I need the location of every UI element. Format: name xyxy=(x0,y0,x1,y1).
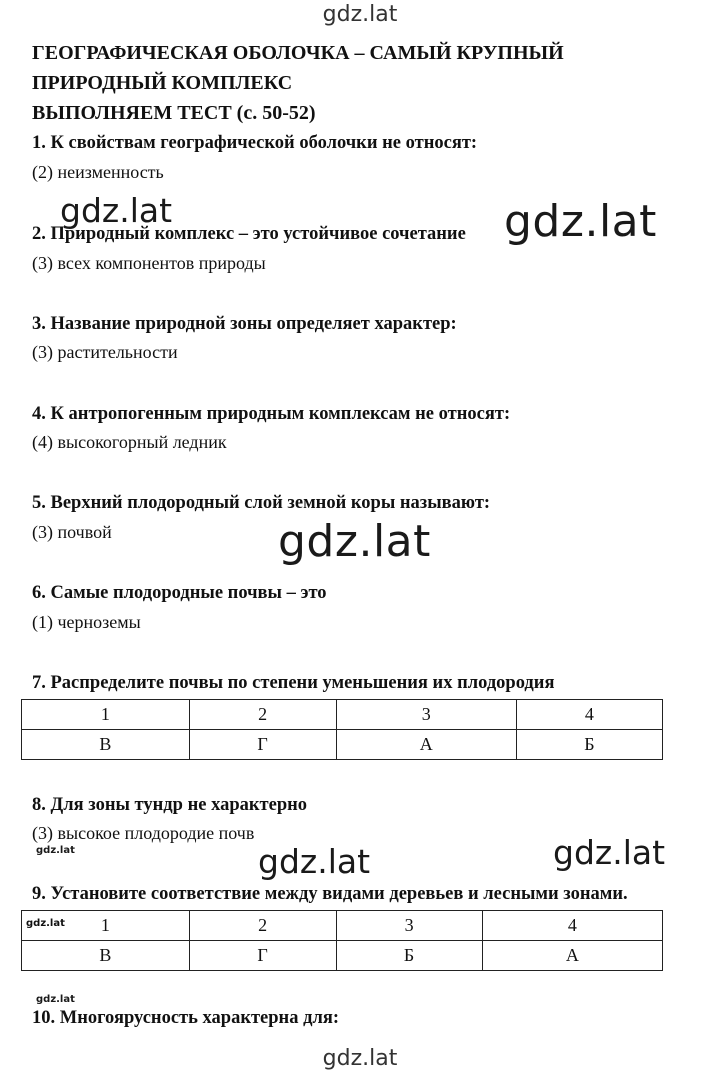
question-3: 3. Название природной зоны определяет характер: xyxy=(32,314,457,334)
answer-1: (2) неизменность xyxy=(32,162,164,182)
table9-cell-3: Б xyxy=(336,941,482,971)
table7-head-2: 2 xyxy=(189,700,336,730)
table9-head-1-text: 1 xyxy=(100,915,110,935)
table9-head-1 xyxy=(22,911,190,941)
watermark-overlay: gdz.lat xyxy=(258,842,371,881)
watermark-overlay: gdz.lat xyxy=(278,516,431,567)
watermark-cell: gdz.lat xyxy=(26,918,65,929)
answer-table-7 xyxy=(21,699,663,760)
answer-4: (4) высокогорный ледник xyxy=(32,432,227,452)
answer-6: (1) черноземы xyxy=(32,612,141,632)
watermark-top: gdz.lat xyxy=(322,2,398,27)
table7-head-3: 3 xyxy=(336,700,516,730)
watermark-bottom: gdz.lat xyxy=(322,1046,398,1071)
answer-2: (3) всех компонентов природы xyxy=(32,253,266,273)
answer-table-9 xyxy=(21,910,663,971)
question-10: 10. Многоярусность характерна для: xyxy=(32,1008,340,1028)
table9-head-3: 3 xyxy=(336,911,482,941)
table9-cell-4: А xyxy=(482,941,662,971)
question-6: 6. Самые плодородные почвы – это xyxy=(32,583,327,603)
question-9: 9. Установите соответствие между видами деревьев и лесными зонами. xyxy=(32,884,628,904)
answer-3: (3) растительности xyxy=(32,342,178,362)
watermark-overlay: gdz.lat xyxy=(500,196,661,247)
question-2: 2. Природный комплекс – это устойчивое сочетание xyxy=(32,224,466,244)
page-title-line1: ГЕОГРАФИЧЕСКАЯ ОБОЛОЧКА – САМЫЙ КРУПНЫЙ xyxy=(32,42,564,64)
table9-cell-1: В xyxy=(22,941,190,971)
page-title-line2: ПРИРОДНЫЙ КОМПЛЕКС xyxy=(32,72,293,94)
table7-cell-2: Г xyxy=(189,730,336,760)
table9-head-4: 4 xyxy=(482,911,662,941)
table7-head-4: 4 xyxy=(516,700,662,730)
table7-cell-1: В xyxy=(22,730,190,760)
table9-head-2: 2 xyxy=(189,911,336,941)
table7-cell-3: А xyxy=(336,730,516,760)
watermark-overlay: gdz.lat xyxy=(36,994,75,1005)
answer-5: (3) почвой xyxy=(32,522,112,542)
table9-cell-2: Г xyxy=(189,941,336,971)
answer-8: (3) высокое плодородие почв xyxy=(32,823,255,843)
question-4: 4. К антропогенным природным комплексам не относят: xyxy=(32,404,511,424)
question-7: 7. Распределите почвы по степени уменьшения их плодородия xyxy=(32,673,555,693)
question-5: 5. Верхний плодородный слой земной коры называют: xyxy=(32,493,491,513)
watermark-overlay: gdz.lat xyxy=(36,845,75,856)
table7-cell-4: Б xyxy=(516,730,662,760)
section-title: ВЫПОЛНЯЕМ ТЕСТ (с. 50-52) xyxy=(32,102,316,124)
table7-head-1: 1 xyxy=(22,700,190,730)
watermark-overlay: gdz.lat xyxy=(553,833,666,872)
question-1: 1. К свойствам географической оболочки не относят: xyxy=(32,133,478,153)
watermark-overlay: gdz.lat xyxy=(60,191,173,230)
question-8: 8. Для зоны тундр не характерно xyxy=(32,795,308,815)
